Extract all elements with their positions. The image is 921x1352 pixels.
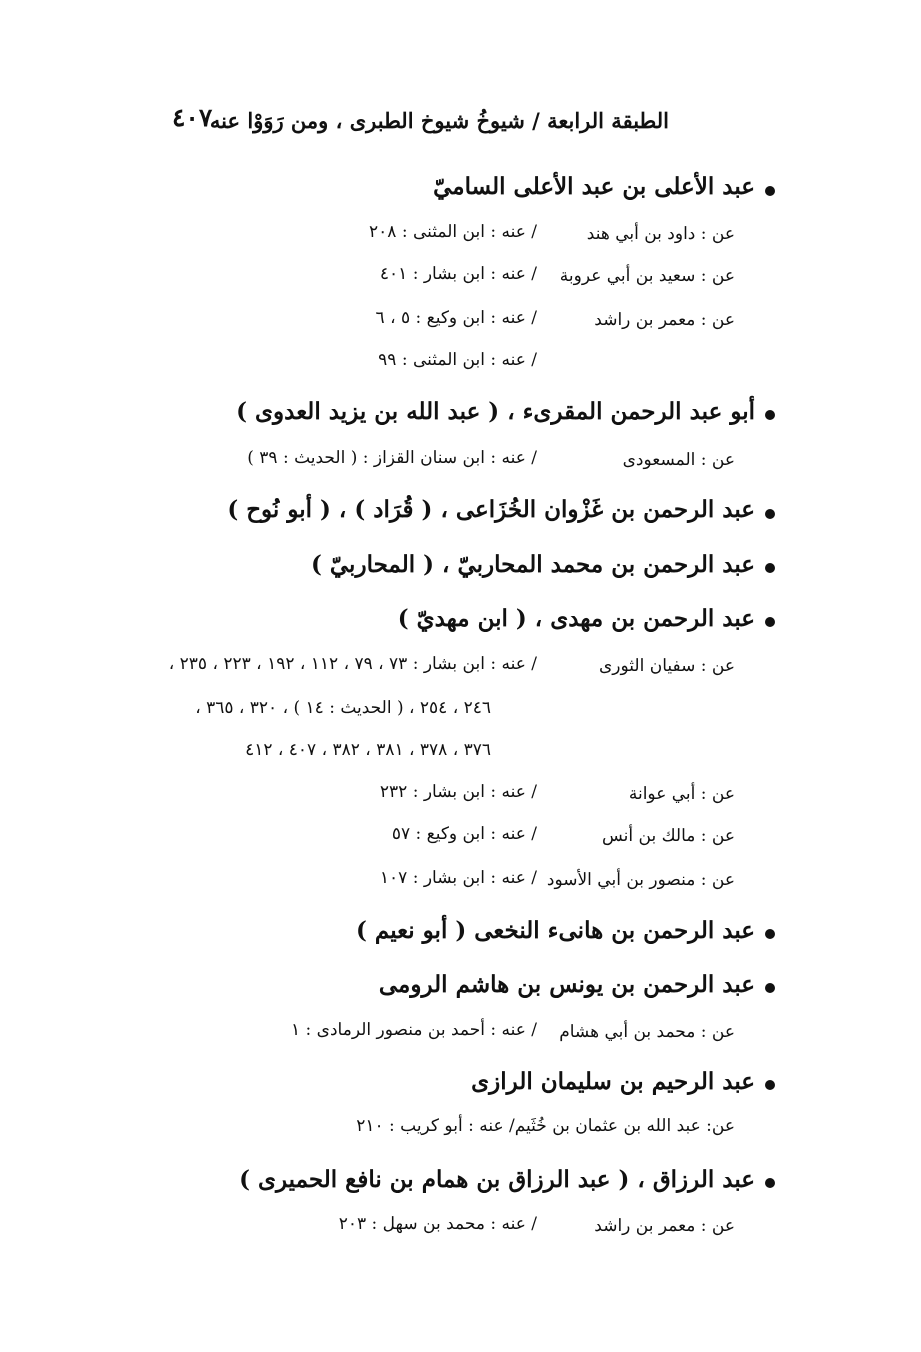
entry-name: أبو عبد الرحمن المقرىء ، ( عبد الله بن يزيد العدوى ): [236, 398, 755, 425]
entry-name: عبد الرحمن بن غَزْوان الخُزَاعى ، ( قُرَاد ) ، ( أبو نُوح ): [227, 496, 755, 523]
anhu-continuation: ٢٤٦ ، ٢٥٤ ، ( الحديث : ١٤ ) ، ٣٢٠ ، ٣٦٥ ،: [195, 698, 491, 718]
an-cell: عن : داود بن أبي هند: [586, 224, 735, 244]
an-cell: عن : سفيان الثورى: [599, 656, 735, 676]
entry-name: عبد الرحمن بن يونس بن هاشم الرومى: [378, 971, 755, 998]
an-cell: عن : المسعودى: [622, 450, 735, 470]
entry-bullet: [765, 1080, 775, 1090]
entry-name: عبد الرحمن بن هانىء النخعى ( أبو نعيم ): [356, 917, 755, 944]
entry-bullet: [765, 186, 775, 196]
an-cell: عن: عبد الله بن عثمان بن خُثَيم/ عنه : أبو كريب : ٢١٠: [356, 1116, 735, 1136]
entry-name: عبد الرحيم بن سليمان الرازى: [471, 1068, 755, 1095]
entry-bullet: [765, 983, 775, 993]
anhu-cell: / عنه : أحمد بن منصور الرمادى : ١: [290, 1020, 537, 1040]
entry-bullet: [765, 617, 775, 627]
entry-bullet: [765, 929, 775, 939]
entry-name: عبد الأعلى بن عبد الأعلى الساميّ: [433, 173, 755, 200]
entry-bullet: [765, 509, 775, 519]
anhu-cell: / عنه : ابن المثنى : ٩٩: [378, 350, 537, 370]
running-header: الطبقة الرابعة / شيوخُ شيوخ الطبرى ، ومن رَوَوْا عنه: [209, 108, 669, 133]
anhu-cell: / عنه : ابن بشار : ٤٠١: [379, 264, 537, 284]
entry-name: عبد الرزاق ، ( عبد الرزاق بن همام بن نافع الحميرى ): [239, 1166, 755, 1193]
an-cell: عن : أبي عوانة: [628, 784, 735, 804]
page-number: ٤٠٧: [172, 103, 213, 132]
entry-bullet: [765, 1178, 775, 1188]
anhu-cell: / عنه : محمد بن سهل : ٢٠٣: [338, 1214, 537, 1234]
an-cell: عن : سعيد بن أبي عروبة: [559, 266, 735, 286]
entry-bullet: [765, 410, 775, 420]
anhu-continuation: ٣٧٦ ، ٣٧٨ ، ٣٨١ ، ٣٨٢ ، ٤٠٧ ، ٤١٢: [245, 740, 491, 760]
anhu-cell: / عنه : ابن وكيع : ٥ ، ٦: [375, 308, 537, 328]
anhu-cell: / عنه : ابن المثنى : ٢٠٨: [369, 222, 537, 242]
anhu-cell: / عنه : ابن سنان القزاز : ( الحديث : ٣٩ ): [247, 448, 537, 468]
anhu-cell: / عنه : ابن وكيع : ٥٧: [391, 824, 537, 844]
entry-bullet: [765, 563, 775, 573]
an-cell: عن : معمر بن راشد: [594, 1216, 735, 1236]
anhu-cell: / عنه : ابن بشار : ٢٣٢: [379, 782, 537, 802]
entry-name: عبد الرحمن بن محمد المحاربيّ ، ( المحاربيّ ): [311, 551, 755, 578]
anhu-cell: / عنه : ابن بشار : ١٠٧: [379, 868, 537, 888]
an-cell: عن : منصور بن أبي الأسود: [546, 870, 735, 890]
an-cell: عن : معمر بن راشد: [594, 310, 735, 330]
an-cell: عن : مالك بن أنس: [601, 826, 735, 846]
an-cell: عن : محمد بن أبي هشام: [559, 1022, 735, 1042]
entry-name: عبد الرحمن بن مهدى ، ( ابن مهديّ ): [397, 605, 755, 632]
anhu-cell: / عنه : ابن بشار : ٧٣ ، ٧٩ ، ١١٢ ، ١٩٢ ، ٢٢٣ ، ٢٣٥ ،: [168, 654, 537, 674]
